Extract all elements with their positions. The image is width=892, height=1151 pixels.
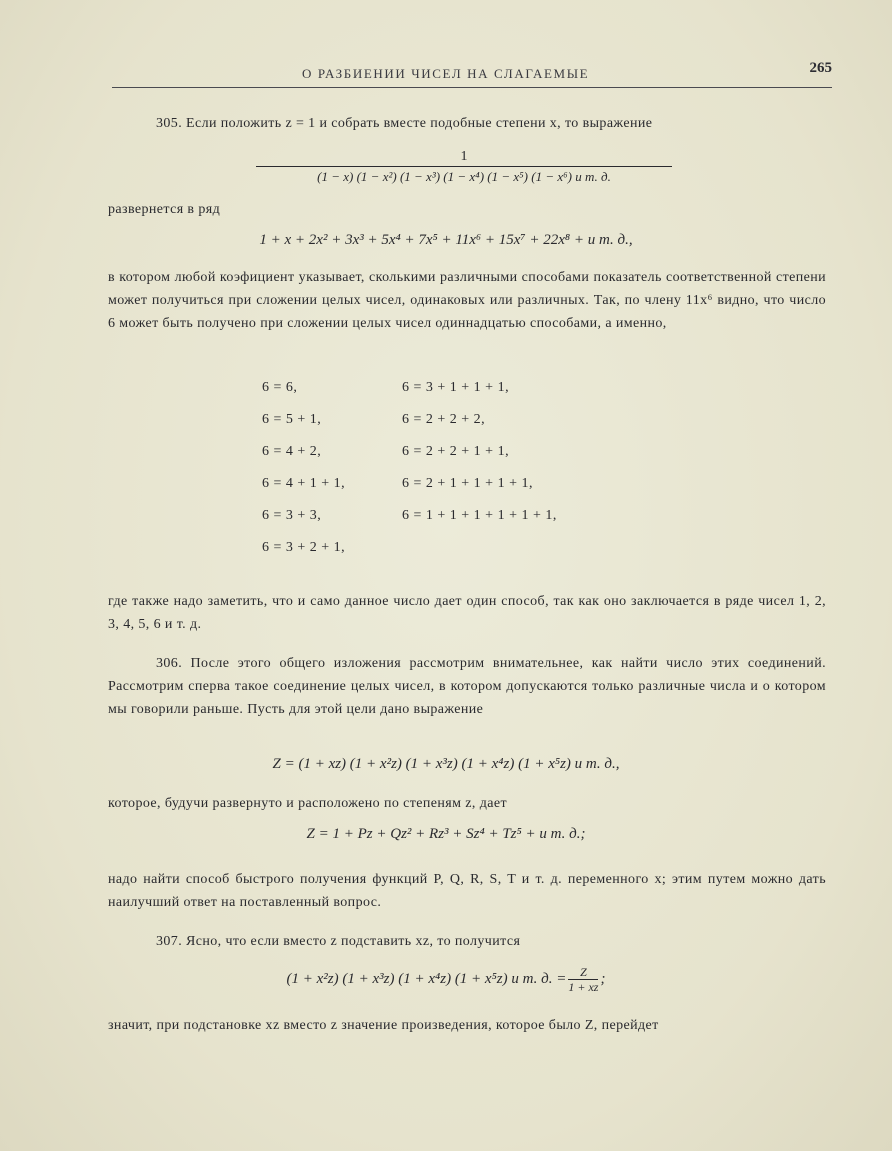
section-305-intro: 305. Если положить z = 1 и собрать вместе подобные степени x, то выражение xyxy=(156,116,653,131)
partition-series-formula: 1 + x + 2x² + 3x³ + 5x⁴ + 7x⁵ + 11x⁶ + 15x⁷ + 22x⁸ + и т. д., xyxy=(259,232,633,248)
partition-item: 6 = 4 + 2, xyxy=(262,444,322,459)
coefficient-explanation: в котором любой коэфициент указывает, сколькими различными способами показатель соответственной степени может получиться при сложении целых чисел, одинаковых или различных. Так, по члену 11x⁶ видно, что число 6 может быть получено при сложении целых чисел одиннадцатью способами, а именно, xyxy=(108,270,826,331)
page-number: 265 xyxy=(809,60,832,76)
section-307-intro: 307. Ясно, что если вместо z подставить xz, то получится xyxy=(156,934,521,949)
self-partition-note: где также надо заметить, что и само данное число дает один способ, так как оно заключается в ряде чисел 1, 2, 3, 4, 5, 6 и т. д. xyxy=(108,594,826,632)
product-Z-formula: Z = (1 + xz) (1 + x²z) (1 + x³z) (1 + x⁴z) (1 + x⁵z) и т. д., xyxy=(272,756,620,772)
partition-item: 6 = 3 + 3, xyxy=(262,508,322,523)
expands-text: развернется в ряд xyxy=(108,202,221,217)
partition-item: 6 = 5 + 1, xyxy=(262,412,322,427)
section-306-conclusion: надо найти способ быстрого получения функций P, Q, R, S, T и т. д. переменного x; этим путем можно дать наилучший ответ на поставленный вопрос. xyxy=(108,872,826,910)
fraction-numerator: Z xyxy=(568,965,598,980)
header-rule xyxy=(112,87,832,88)
partition-item: 6 = 2 + 2 + 1 + 1, xyxy=(402,444,510,459)
fraction-denominator: 1 + xz xyxy=(568,980,599,995)
partition-item: 6 = 3 + 2 + 1, xyxy=(262,540,346,555)
Z-series-formula: Z = 1 + Pz + Qz² + Rz³ + Sz⁴ + Tz⁵ + и т. д.; xyxy=(306,826,586,842)
Z-over-fraction xyxy=(568,965,598,994)
partition-item: 6 = 1 + 1 + 1 + 1 + 1 + 1, xyxy=(402,508,557,523)
partition-item: 6 = 2 + 1 + 1 + 1 + 1, xyxy=(402,476,533,491)
partitions-of-six xyxy=(262,380,682,560)
generating-function-fraction xyxy=(256,148,672,187)
section-307-continuation: значит, при подстановке xz вместо z значение произведения, которое было Z, перейдет xyxy=(108,1018,659,1033)
substitution-formula xyxy=(0,962,892,996)
formula-end: ; xyxy=(600,971,606,987)
partition-item: 6 = 2 + 2 + 2, xyxy=(402,412,486,427)
running-head: О РАЗБИЕНИИ ЧИСЕЛ НА СЛАГАЕМЫЕ xyxy=(302,66,590,81)
partition-item: 6 = 6, xyxy=(262,380,298,395)
page-header xyxy=(112,60,832,94)
substitution-formula-left: (1 + x²z) (1 + x³z) (1 + x⁴z) (1 + x⁵z) и т. д. = xyxy=(286,971,567,987)
partition-item: 6 = 4 + 1 + 1, xyxy=(262,476,346,491)
partition-item: 6 = 3 + 1 + 1 + 1, xyxy=(402,380,510,395)
fraction-numerator: 1 xyxy=(460,149,468,164)
section-306-text: 306. После этого общего изложения рассмотрим внимательнее, как найти число этих соединений. Рассмотрим сперва такое соединение целых чисел, в котором допускаются только различные числа и о котором мы говорили раньше. Пусть для этой цели дано выражение xyxy=(108,656,826,717)
fraction-denominator: (1 − x) (1 − x²) (1 − x³) (1 − x⁴) (1 − x⁵) (1 − x⁶) и т. д. xyxy=(256,166,672,187)
expansion-intro: которое, будучи развернуто и расположено по степеням z, дает xyxy=(108,796,507,811)
